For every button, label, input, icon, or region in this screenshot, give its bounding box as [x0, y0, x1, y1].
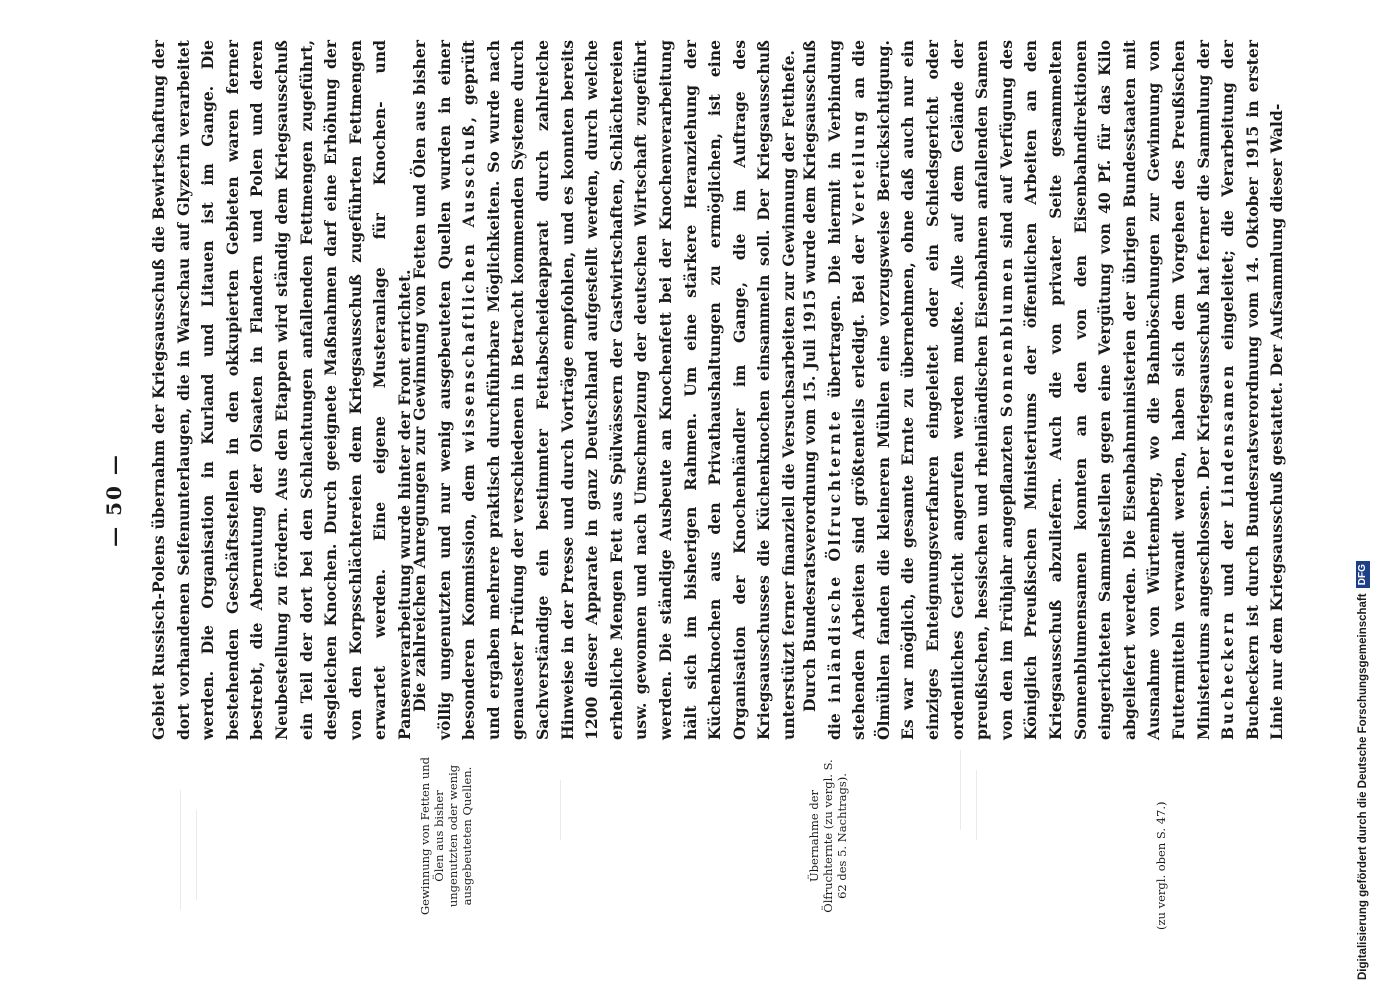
text-run: an die Ölmühlen fanden die kleineren Mühlen eine vorzugsweise Berücksichtigung. Es war möglich, die gesamte Ernte zu übernehmen, ohne daß auch nur ein einziges Enteignungsverfahren eingeleitet oder ein Schiedsgericht oder ordentliches Gericht angerufen werden mußte. Alle auf dem Gelände der preußischen, hessischen und rheinländischen Eisenbahnen anfallenden Samen von den im Frühjahr angepflanzten [849, 40, 1016, 740]
body-paragraph-3 [798, 40, 1290, 740]
spaced-emphasis: Verteilung [849, 108, 869, 226]
bleed-through-mark [976, 770, 977, 840]
dfg-logo: DFG [1356, 561, 1370, 588]
bleed-through-mark [960, 750, 961, 830]
text-run: Durch Bundesratsverordnung vom 15. Juli 1915 wurde dem Kriegsausschuß die [800, 40, 844, 740]
bleed-through-mark [180, 790, 181, 910]
margin-note-reference: (zu vergl. oben S. 47.) [1154, 801, 1168, 930]
text-run: eingeleitet; die Verarbeitung der Bucheckern ist durch Bundesratsverordnung vom 14. Oktober 1915 in erster Linie nur dem Kriegsausschuß gestattet. Der Aufsammlung dieser Wald- [1218, 40, 1287, 740]
body-paragraph-1 [147, 40, 418, 740]
text-run: , geprüft und ergaben mehrere praktisch durchführbare Möglichkeiten. So wurde nach genauester Prüfung der verschiedenen in Betracht kommenden Systeme durch Sachverständige ein bestimmter Fettabscheideapparat durch zahlreiche Hinweise in der Presse und durch Vorträge empfohlen, und es konnten bereits 1200 dieser Apparate in ganz Deutschland aufgestellt werden, durch welche erhebliche Mengen Fett aus Spülwässern der Gastwirtschaften, Schlächtereien usw. gewonnen und nach Umschmelzung der deutschen Wirtschaft zugeführt werden. Die ständige Ausbeute an Knochenfett bei der Knochenverarbeitung hält sich im bisherigen Rahmen. Um eine stärkere Heranziehung der Küchenknochen aus den Privathaushaltungen zu ermöglichen, ist eine Organisation der Knochenhändler im Gange, die im Auftrage des Kriegsausschusses die Küchenknochen einsammeln soll. Der Kriegsausschuß unterstützt ferner finanziell die Versuchsarbeiten zur Gewinnung der Fetthefe. [459, 39, 798, 740]
bleed-through-mark [196, 810, 197, 900]
spaced-emphasis: Bucheckern [1218, 609, 1238, 740]
paragraph-text: Gebiet Russisch-Polens übernahm der Kriegsausschuß die Bewirtschaftung der dort vorhandenen Seifenunterlaugen, die in Warschau auf Glyzerin verarbeitet werden. Die Organisation in Kurland und Litauen ist im Gange. Die bestehenden Geschäftsstellen in den okkupierten Gebieten waren ferner bestrebt, die Abernutung der Olsaaten in Flandern und Polen und deren Neubestellung zu fördern. Aus den Etappen wird ständig dem Kriegsausschuß ein Teil der dort bei den Schlachtungen anfallenden Fettmengen zugeführt, desgleichen Knochen. Durch geeignete Maßnahmen darf eine Erhöhung der von den Korpsschlächtereien dem Kriegsausschuß zugeführten Fettmengen erwartet werden. Eine eigene Musteranlage für Knochen- und Pansenverarbeitung wurde hinter der Front errichtet. [149, 40, 414, 740]
text-run: Die zahlreichen Anregungen zur Gewinnung von Fetten und Ölen aus bisher völlig ungenutzten und nur wenig ausgebeuteten Quellen wurden in einer besonderen Kommission, dem [410, 40, 479, 740]
spaced-emphasis: Lindensamen [1218, 363, 1238, 508]
spaced-emphasis: inländische Ölfruchternte [824, 408, 844, 703]
text-run: und der [1218, 507, 1238, 610]
text-run: sind auf Verfügung des Königlich Preußischen Ministeriums der öffentlichen Arbeiten an den Kriegsausschuß abzuliefern. Auch die von privater Seite gesammelten Sonnenblumensamen konnten an den von den Eisenbahndirektionen eingerichteten Sammelstellen gegen eine Vergütung von 40 Pf. für das Kilo abgeliefert werden. Die Eisenbahnministerien der übrigen Bundesstaaten mit Ausnahme von Württemberg, wo die Bahnböschungen zur Gewinnung von Futtermitteln verwandt werden, haben sich dem Vorgehen des Preußischen Ministeriums angeschlossen. Der Kriegsausschuß hat ferner die Sammlung der [996, 40, 1213, 740]
spaced-emphasis: wissenschaftlichen Ausschuß [459, 122, 479, 453]
page-number: — 50 — [102, 453, 126, 547]
paragraph-text [408, 40, 802, 740]
bleed-through-mark [560, 780, 561, 840]
paragraph-text [798, 40, 1290, 740]
body-paragraph-2 [408, 40, 802, 740]
digitization-note: Digitalisierung gefördert durch die Deutsche Forschungsgemeinschaft [1357, 593, 1369, 980]
digitization-credit [1354, 0, 1372, 980]
margin-note-fat-sources: Gewinnung von Fetten und Ölen aus bisher ungenutzten oder wenig ausgebeuteten Quellen. [418, 756, 474, 916]
margin-note-oilseed-harvest: Übernahme der Ölfruchternte (zu vergl. S. 62 des 5. Nachtrags). [807, 759, 849, 913]
spaced-emphasis: Sonnenblumen [996, 255, 1016, 418]
text-run: übertragen. Die hiermit in Verbindung stehenden Arbeiten sind größtenteils erledigt. Bei der [824, 40, 869, 740]
